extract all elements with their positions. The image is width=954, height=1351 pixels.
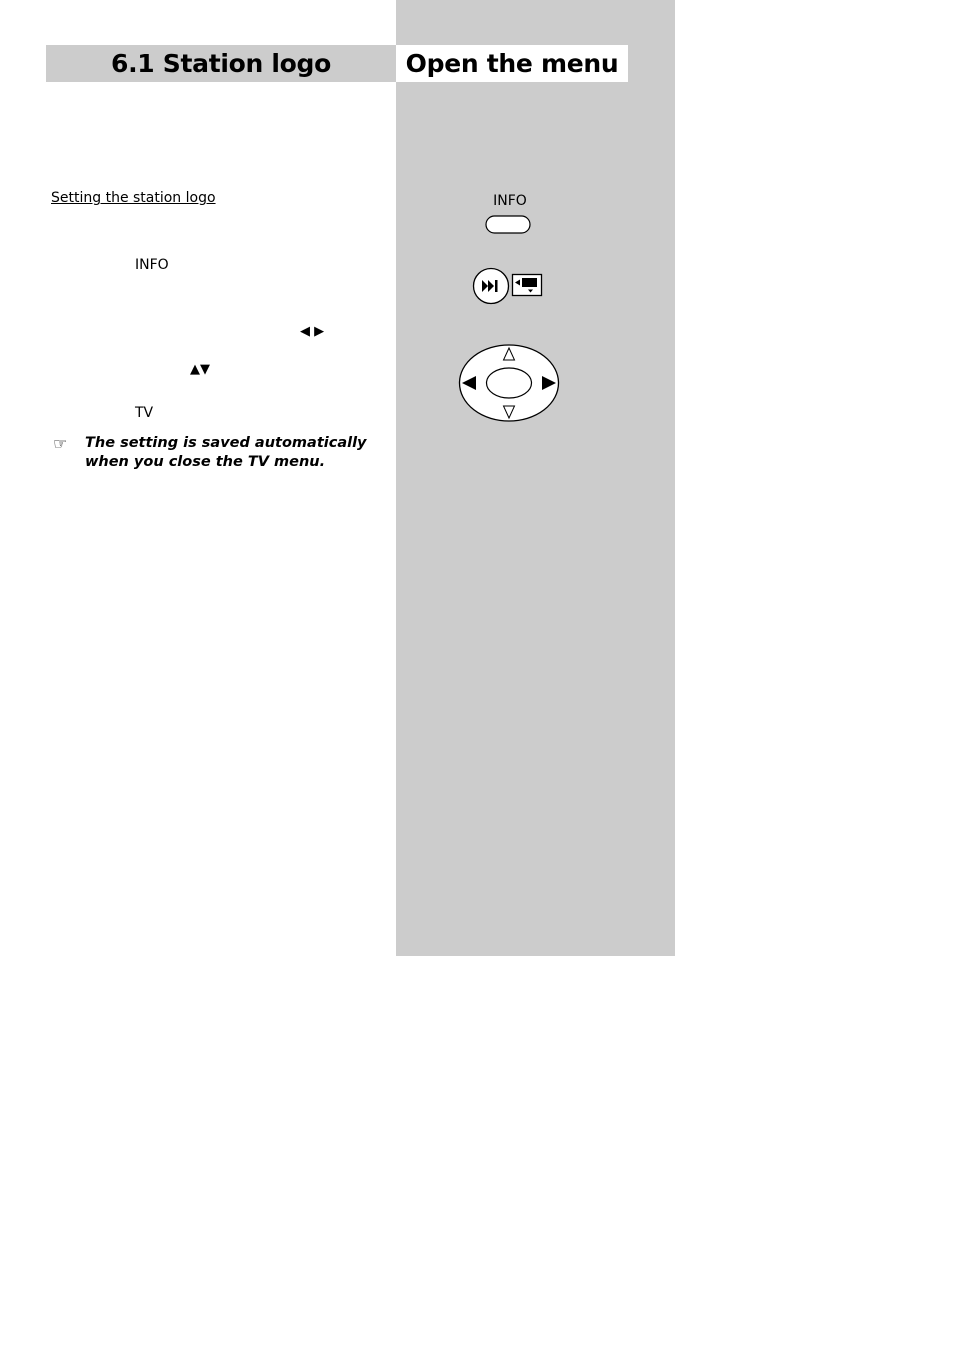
section-title: Setting the station logo [51, 190, 216, 206]
page-title: 6.1 Station logo [46, 45, 396, 82]
info-key-label: INFO [135, 257, 169, 273]
direction-pad-icon [456, 342, 562, 426]
note-hand-icon: ☞ [53, 434, 68, 453]
left-right-arrows: ◀ ▶ [300, 324, 325, 339]
note-text: The setting is saved automatically when you close the TV menu. [85, 435, 367, 470]
remote-info-label: INFO [493, 193, 527, 209]
screen-menu-icon [511, 273, 545, 299]
skip-forward-button-icon [471, 266, 513, 306]
up-down-arrows: ▲▼ [190, 362, 210, 377]
side-panel [396, 0, 675, 956]
tv-key-label: TV [135, 405, 154, 421]
info-button [484, 214, 534, 236]
side-panel-title: Open the menu [396, 45, 628, 82]
